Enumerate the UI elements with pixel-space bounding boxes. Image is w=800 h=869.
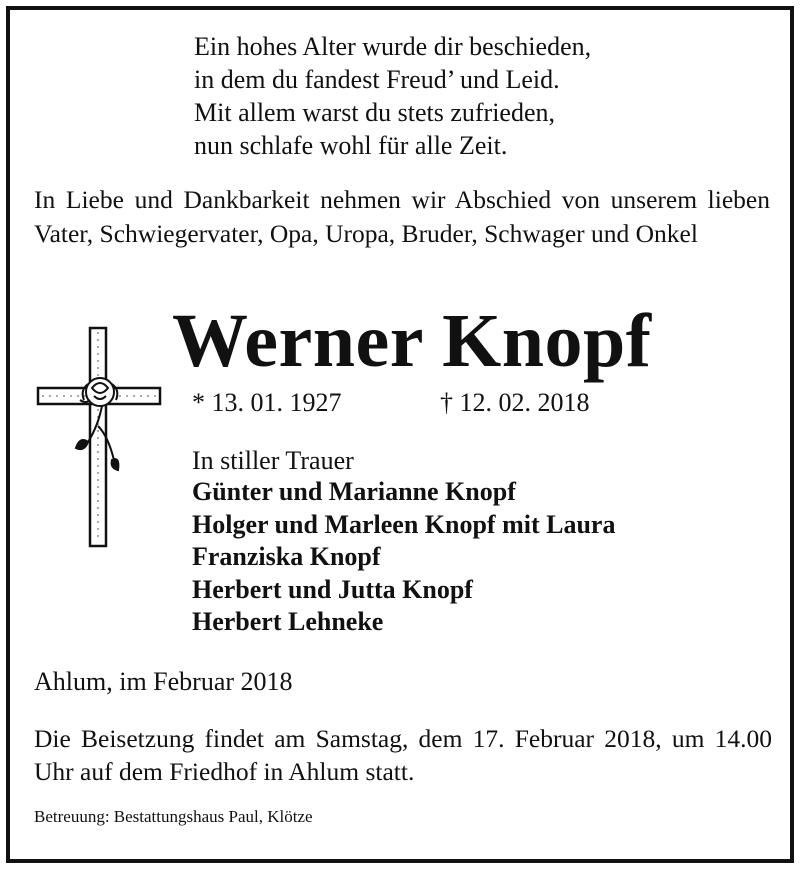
mourner: Franziska Knopf	[192, 542, 381, 571]
funeral-note: Die Beisetzung findet am Samstag, dem 17. Februar 2018, um 14.00 Uhr auf dem Friedhof in Ahlum statt.	[34, 724, 772, 786]
mourner: Herbert und Jutta Knopf	[192, 574, 473, 604]
poem-line: Mit allem warst du stets zufrieden,	[194, 98, 556, 127]
mourning-line: In stiller Trauer	[192, 446, 354, 475]
intro-text: In Liebe und Dankbarkeit nehmen wir Abschied von unserem lieben Vater, Schwiegervater, Opa, Uropa, Bruder, Schwager und Onkel	[34, 185, 770, 248]
deceased-name: Werner Knopf	[172, 299, 652, 383]
poem-line: in dem du fandest Freud’ und Leid.	[194, 65, 560, 94]
mourner: Günter und Marianne Knopf	[192, 477, 516, 506]
death-date: † 12. 02. 2018	[440, 388, 590, 417]
funeral-home-credit: Betreuung: Bestattungshaus Paul, Klötze	[34, 807, 313, 826]
poem	[194, 30, 591, 162]
poem-line: nun schlafe wohl für alle Zeit.	[194, 131, 508, 160]
birth-date: * 13. 01. 1927	[192, 388, 342, 417]
mourner: Herbert Lehneke	[192, 607, 384, 636]
place-date: Ahlum, im Februar 2018	[34, 667, 293, 696]
mourner: Holger und Marleen Knopf mit Laura	[192, 509, 616, 539]
mourners-list	[192, 476, 615, 639]
poem-line: Ein hohes Alter wurde dir beschieden,	[194, 32, 592, 61]
cross-with-rose-icon	[36, 326, 162, 552]
